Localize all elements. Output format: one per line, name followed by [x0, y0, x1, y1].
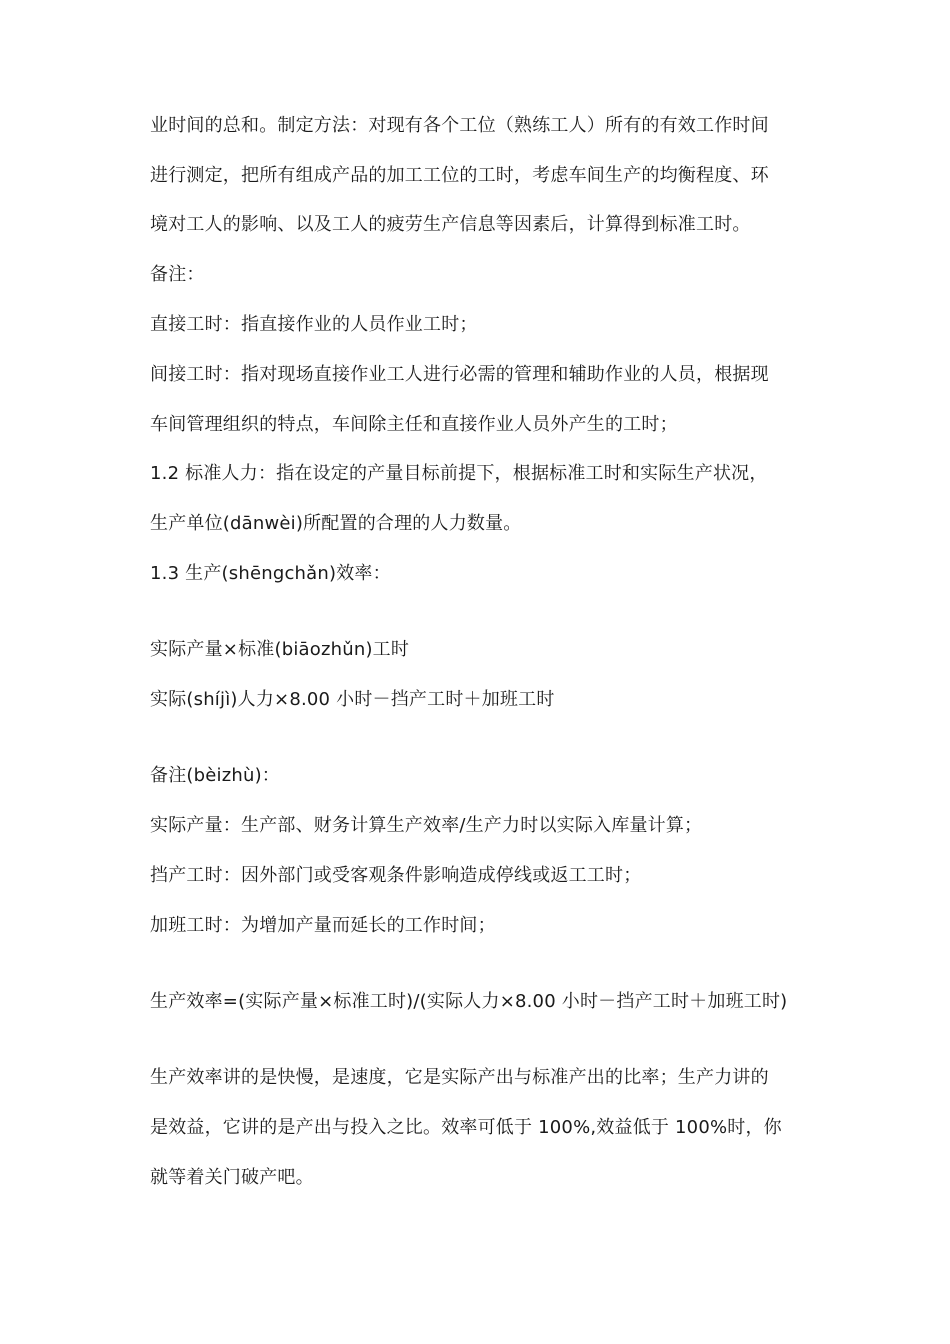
formula-denominator: 实际(shíjì)人力×8.00 小时－挡产工时＋加班工时 [150, 689, 555, 710]
efficiency-formula: 生产效率=(实际产量×标准工时)/(实际人力×8.00 小时－挡产工时＋加班工时) [150, 991, 788, 1012]
direct-hours-definition: 直接工时：指直接作业的人员作业工时； [150, 314, 478, 335]
standard-manpower-definition-cont: 生产单位(dānwèi)所配置的合理的人力数量。 [150, 513, 522, 534]
remark-heading: 备注： [150, 264, 205, 285]
overtime-hours-definition: 加班工时：为增加产量而延长的工作时间； [150, 915, 496, 936]
closing-paragraph-line-2: 是效益，它讲的是产出与投入之比。效率可低于 100%,效益低于 100%时，你 [150, 1117, 782, 1138]
formula-numerator: 实际产量×标准(biāozhǔn)工时 [150, 639, 410, 660]
section-heading-production-efficiency: 1.3 生产(shēngchǎn)效率： [150, 563, 391, 584]
closing-paragraph-line-3: 就等着关门破产吧。 [150, 1167, 314, 1188]
blocked-hours-definition: 挡产工时：因外部门或受客观条件影响造成停线或返工工时； [150, 865, 642, 886]
paragraph-line-standard-time-method: 进行测定，把所有组成产品的加工工位的工时，考虑车间生产的均衡程度、环 [150, 165, 769, 186]
remark-heading-2: 备注(bèizhù)： [150, 765, 281, 786]
indirect-hours-definition-cont: 车间管理组织的特点，车间除主任和直接作业人员外产生的工时； [150, 414, 678, 435]
standard-manpower-definition: 1.2 标准人力：指在设定的产量目标前提下，根据标准工时和实际生产状况， [150, 463, 768, 484]
closing-paragraph-line-1: 生产效率讲的是快慢，是速度，它是实际产出与标准产出的比率；生产力讲的 [150, 1067, 769, 1088]
paragraph-line-standard-time-definition: 业时间的总和。制定方法：对现有各个工位（熟练工人）所有的有效工作时间 [150, 115, 769, 136]
actual-output-definition: 实际产量：生产部、财务计算生产效率/生产力时以实际入库量计算； [150, 815, 703, 836]
indirect-hours-definition: 间接工时：指对现场直接作业工人进行必需的管理和辅助作业的人员，根据现 [150, 364, 769, 385]
paragraph-line-standard-time-result: 境对工人的影响、以及工人的疲劳生产信息等因素后，计算得到标准工时。 [150, 214, 751, 235]
